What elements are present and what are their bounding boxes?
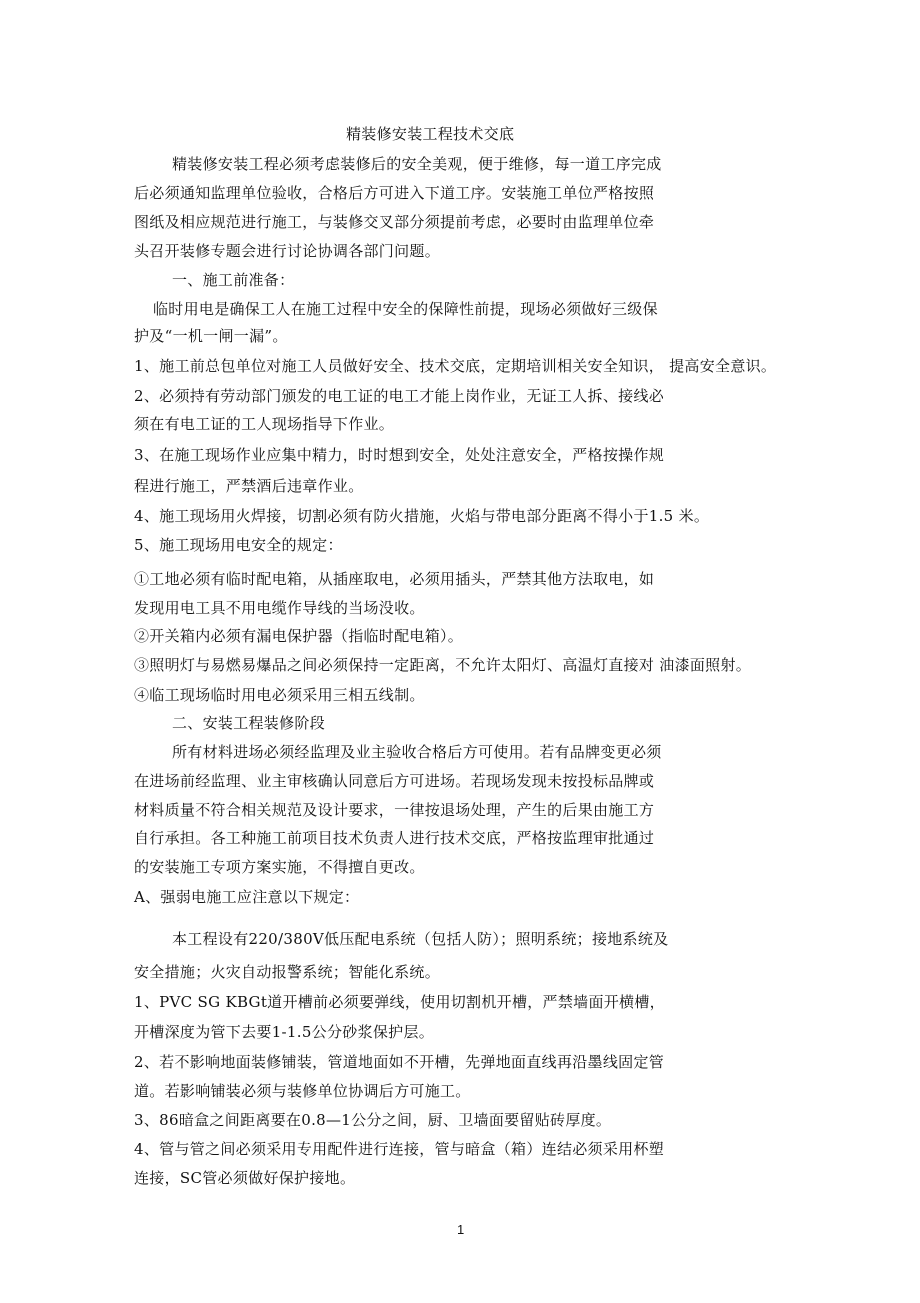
text-line: 精装修安装工程必须考虑装修后的安全美观，便于维修，每一道工序完成 xyxy=(172,155,662,173)
section-heading: 二、安装工程装修阶段 xyxy=(172,714,326,732)
text-line: 材料质量不符合相关规范及设计要求，一律按退场处理，产生的后果由施工方 xyxy=(134,801,655,819)
text-line: 须在有电工证的工人现场指导下作业。 xyxy=(134,415,395,433)
text-line: 后必须通知监理单位验收，合格后方可进入下道工序。安装施工单位严格按照 xyxy=(134,184,655,202)
text-line: 的安装施工专项方案实施，不得擅自更改。 xyxy=(134,858,425,876)
text-line: 1、PVC SG KBGt道开槽前必须要弹线，使用切割机开槽，严禁墙面开横槽， xyxy=(134,993,665,1011)
text-line: 临时用电是确保工人在施工过程中安全的保障性前提，现场必须做好三级保 xyxy=(153,300,658,318)
text-line: 连接，SC管必须做好保护接地。 xyxy=(134,1169,356,1187)
text-line: 开槽深度为管下去要1-1.5公分砂浆保护层。 xyxy=(134,1023,435,1041)
text-line: 图纸及相应规范进行施工，与装修交叉部分须提前考虑，必要时由监理单位牵 xyxy=(134,213,655,231)
text-line: 本工程设有220/380V低压配电系统（包括人防）；照明系统；接地系统及 xyxy=(172,930,669,948)
text-line: 自行承担。各工种施工前项目技术负责人进行技术交底，严格按监理审批通过 xyxy=(134,829,655,847)
text-line: 护及“一机一闸一漏”。 xyxy=(134,327,288,345)
text-line: 3、在施工现场作业应集中精力，时时想到安全，处处注意安全，严格按操作规 xyxy=(134,446,665,464)
text-line: 2、必须持有劳动部门颁发的电工证的电工才能上岗作业，无证工人拆、接线必 xyxy=(134,387,665,405)
document-title: 精装修安装工程技术交底 xyxy=(346,125,515,143)
text-line: 发现用电工具不用电缆作导线的当场没收。 xyxy=(134,599,425,617)
text-line: 3、86暗盒之间距离要在0.8—1公分之间，厨、卫墙面要留贴砖厚度。 xyxy=(134,1111,612,1129)
text-line: 在进场前经监理、业主审核确认同意后方可进场。若现场发现未按投标品牌或 xyxy=(134,772,655,790)
text-line: ②开关箱内必须有漏电保护器（指临时配电箱）。 xyxy=(134,627,464,645)
text-line: 5、施工现场用电安全的规定： xyxy=(134,536,343,554)
text-line: 头召开装修专题会进行讨论协调各部门问题。 xyxy=(134,242,441,260)
text-line: ①工地必须有临时配电箱，从插座取电，必须用插头，严禁其他方法取电，如 xyxy=(134,570,655,588)
page-number: 1 xyxy=(457,1222,465,1237)
text-line: 道。若影响铺装必须与装修单位协调后方可施工。 xyxy=(134,1082,471,1100)
text-line: 1、施工前总包单位对施工人员做好安全、技术交底，定期培训相关安全知识， 提高安全意识。 xyxy=(134,357,777,375)
text-line: 2、若不影响地面装修铺装，管道地面如不开槽，先弹地面直线再沿墨线固定管 xyxy=(134,1053,665,1071)
text-line: 4、管与管之间必须采用专用配件进行连接，管与暗盒（箱）连结必须采用杯塑 xyxy=(134,1140,665,1158)
text-line: 安全措施；火灾自动报警系统；智能化系统。 xyxy=(134,963,441,981)
text-line: 4、施工现场用火焊接，切割必须有防火措施，火焰与带电部分距离不得小于1.5 米。 xyxy=(134,507,710,525)
section-heading: 一、施工前准备： xyxy=(172,271,295,289)
text-line: 所有材料进场必须经监理及业主验收合格后方可使用。若有品牌变更必须 xyxy=(172,743,662,761)
text-line: ③照明灯与易燃易爆品之间必须保持一定距离，不允许太阳灯、高温灯直接对 油漆面照射。 xyxy=(134,656,752,674)
text-line: ④临工现场临时用电必须采用三相五线制。 xyxy=(134,686,425,704)
text-line: 程进行施工，严禁酒后违章作业。 xyxy=(134,477,364,495)
text-line: A、强弱电施工应注意以下规定： xyxy=(134,888,360,906)
